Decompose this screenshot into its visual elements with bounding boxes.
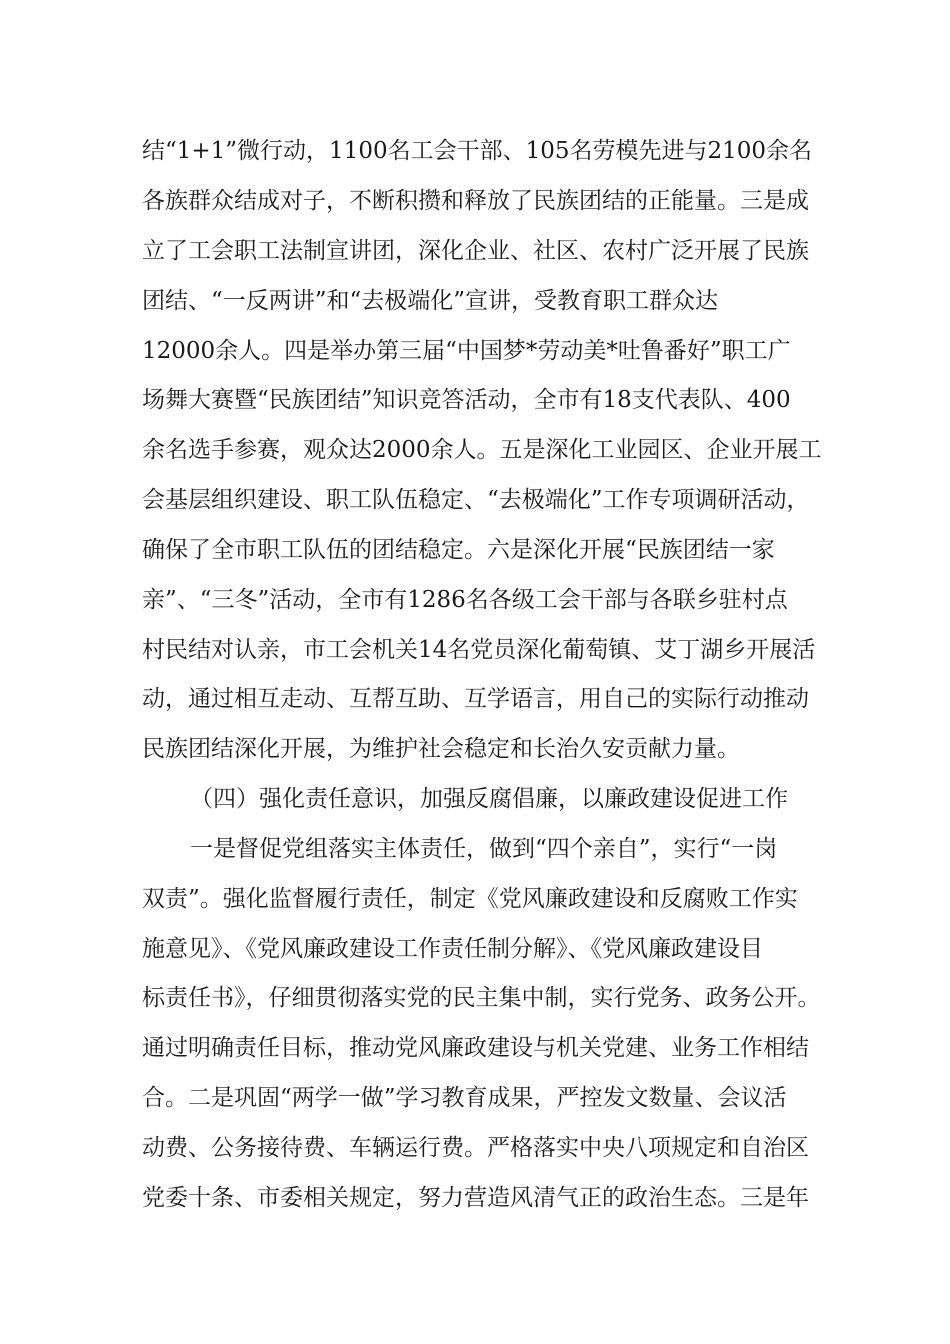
- text-line: 施意见》、《党风廉政建设工作责任制分解》、《党风廉政建设目: [142, 936, 763, 962]
- text-line: 一是督促党组落实主体责任，做到“四个亲自”，实行“一岗: [190, 836, 778, 862]
- text-line: 团结、“一反两讲”和“去极端化”宣讲，受教育职工群众达: [142, 288, 719, 314]
- section-heading: （四）强化责任意识，加强反腐倡廉，以廉政建设促进工作: [190, 786, 788, 812]
- text-line: 动费、公务接待费、车辆运行费。严格落实中央八项规定和自治区: [142, 1135, 809, 1161]
- text-line: 党委十条、市委相关规定，努力营造风清气正的政治生态。三是年: [142, 1185, 809, 1211]
- text-line: 村民结对认亲，市工会机关14名党员深化葡萄镇、艾丁湖乡开展活: [142, 637, 816, 663]
- text-line: 确保了全市职工队伍的团结稳定。六是深化开展“民族团结一家: [142, 537, 775, 563]
- text-line: 亲”、“三冬”活动，全市有1286名各级工会干部与各联乡驻村点: [142, 587, 788, 613]
- text-line: 场舞大赛暨“民族团结”知识竞答活动，全市有18支代表队、400: [142, 387, 791, 413]
- text-line: 各族群众结成对子，不断积攒和释放了民族团结的正能量。三是成: [142, 188, 809, 214]
- text-line: 双责”。强化监督履行责任，制定《党风廉政建设和反腐败工作实: [142, 886, 798, 912]
- text-line: 民族团结深化开展，为维护社会稳定和长治久安贡献力量。: [142, 736, 740, 762]
- text-line: 结“1+1”微行动，1100名工会干部、105名劳模先进与2100余名: [142, 138, 813, 164]
- text-line: 通过明确责任目标，推动党风廉政建设与机关党建、业务工作相结: [142, 1035, 809, 1061]
- text-line: 12000余人。四是举办第三届“中国梦*劳动美*吐鲁番好”职工广: [142, 338, 791, 364]
- text-line: 合。二是巩固“两学一做”学习教育成果，严控发文数量、会议活: [142, 1085, 787, 1111]
- text-line: 会基层组织建设、职工队伍稳定、“去极端化”工作专项调研活动，: [142, 487, 810, 513]
- text-line: 动，通过相互走动、互帮互助、互学语言，用自己的实际行动推动: [142, 686, 809, 712]
- text-line: 余名选手参赛，观众达2000余人。五是深化工业园区、企业开展工: [142, 437, 822, 463]
- text-line: 标责任书》，仔细贯彻落实党的民主集中制，实行党务、政务公开。: [142, 985, 821, 1011]
- text-line: 立了工会职工法制宣讲团，深化企业、社区、农村广泛开展了民族: [142, 238, 809, 264]
